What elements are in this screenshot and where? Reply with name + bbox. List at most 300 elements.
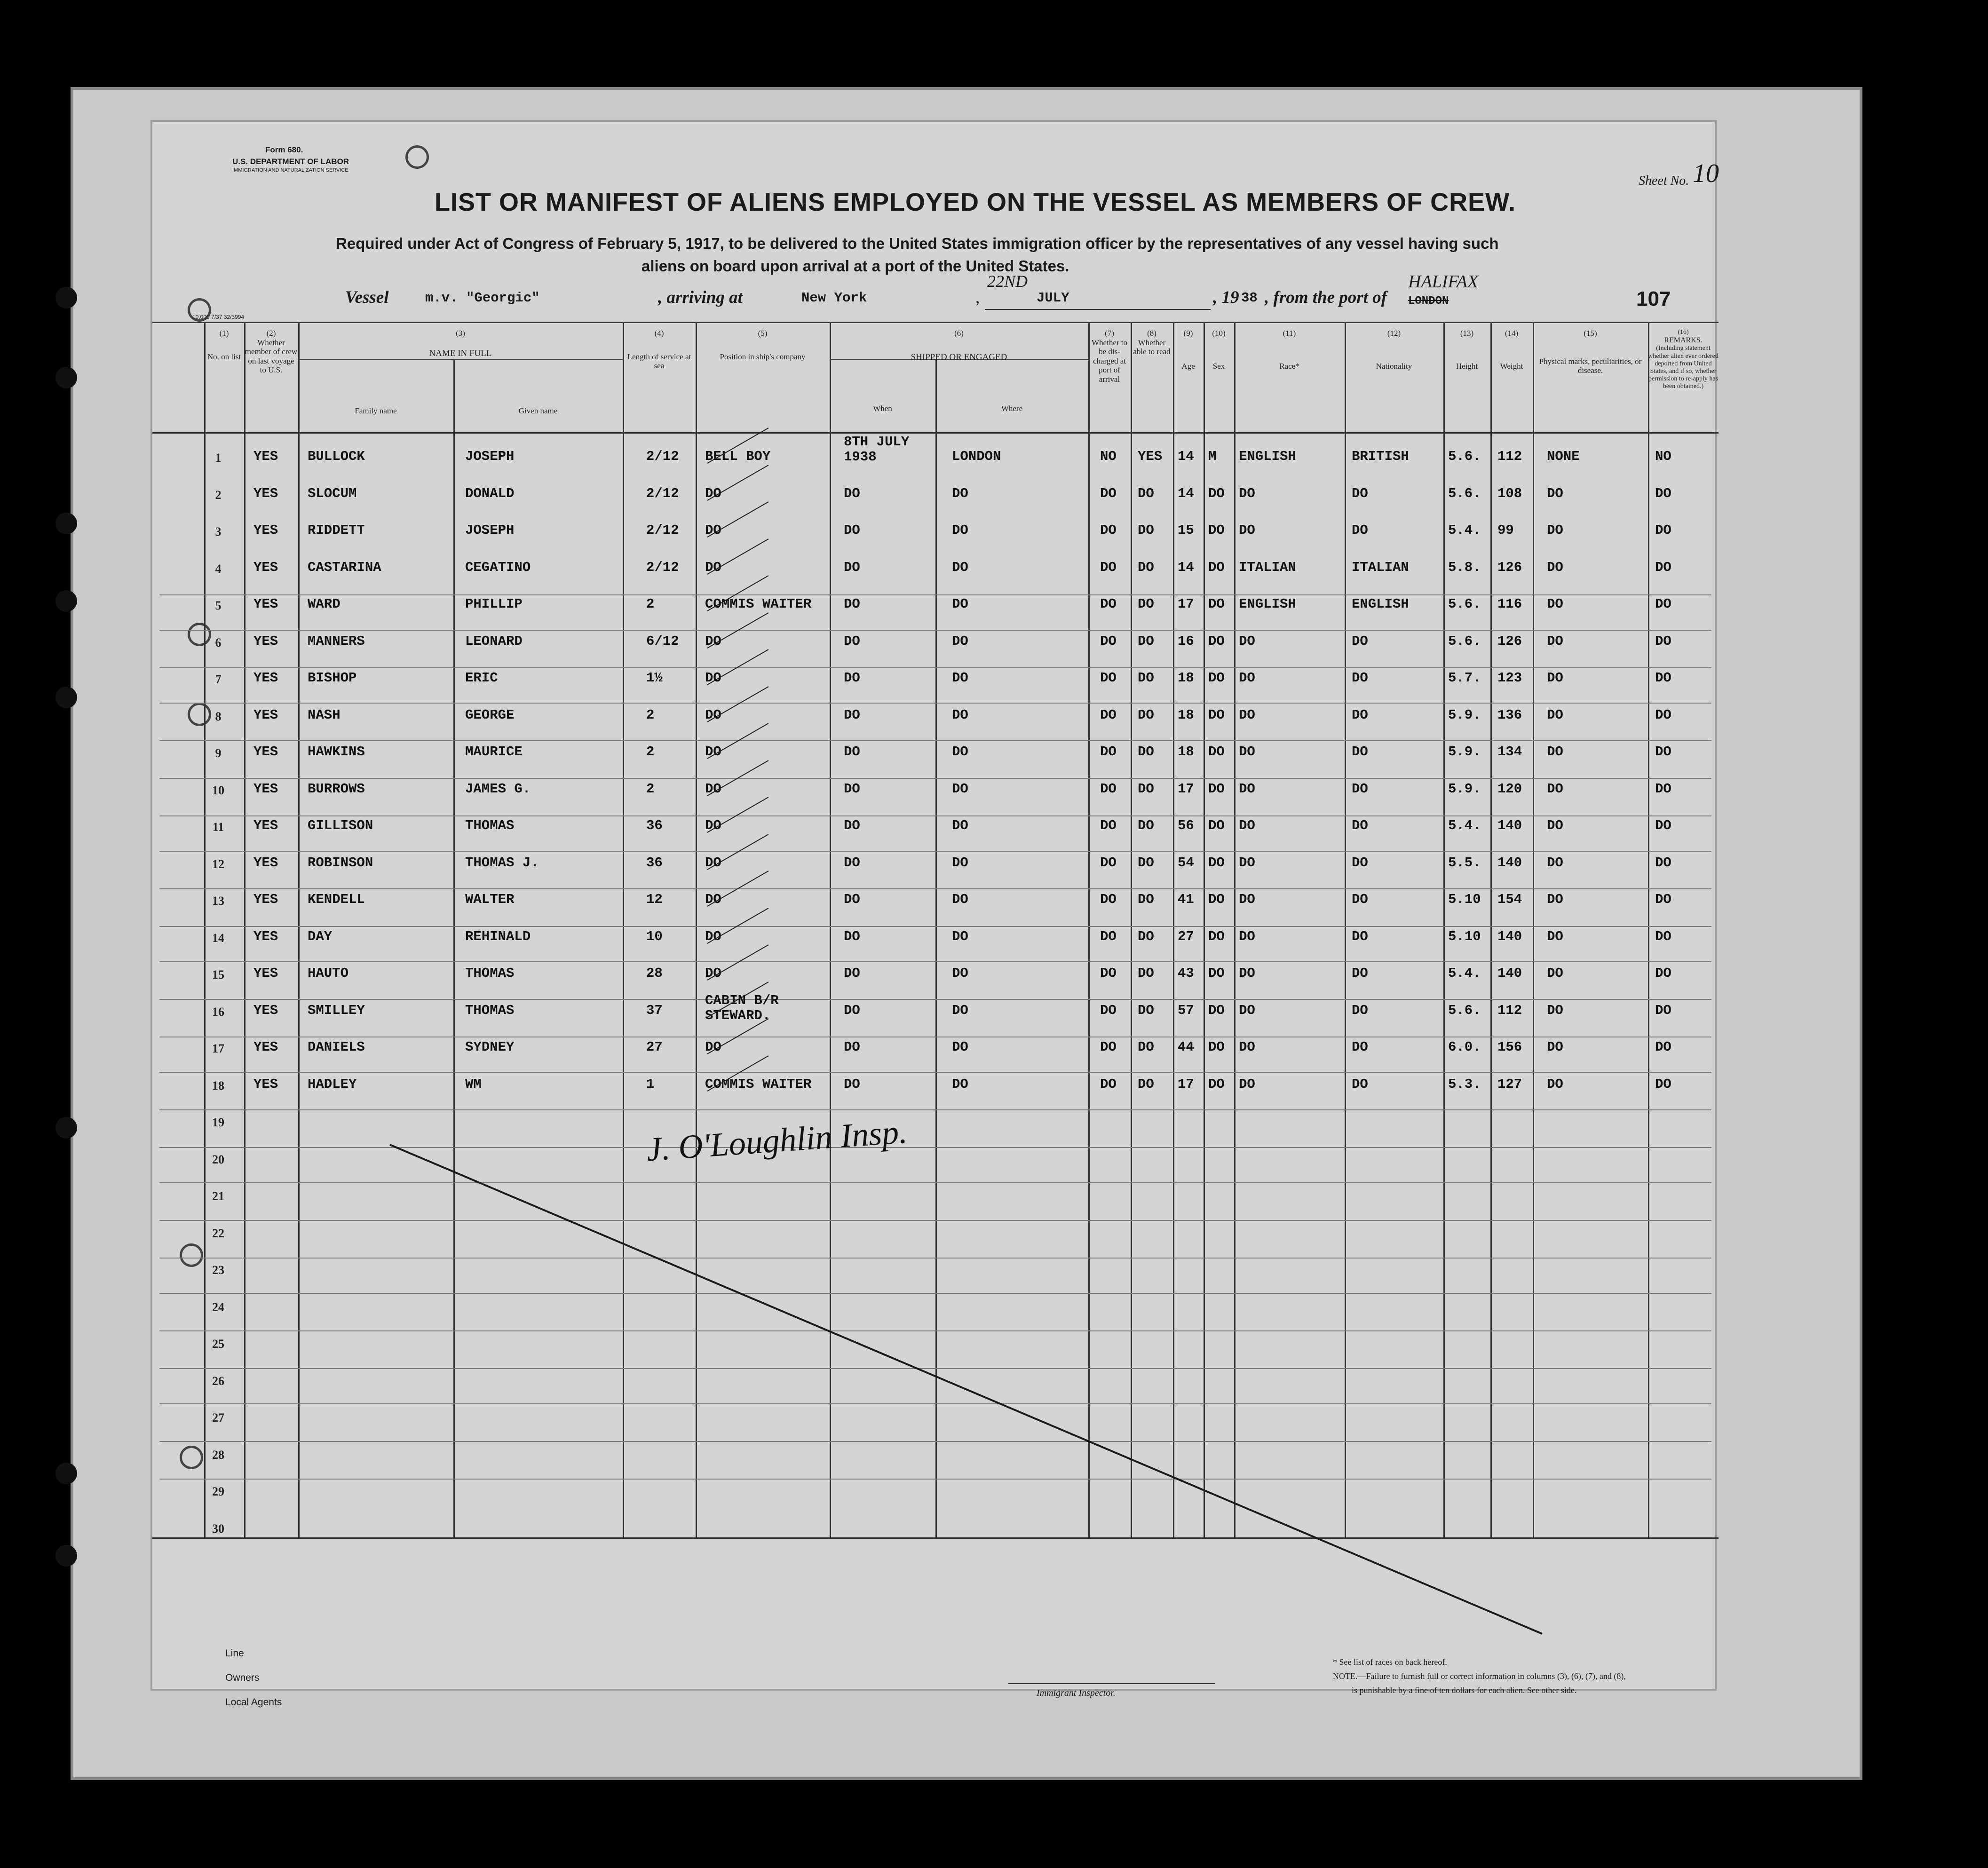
position-cell: DO bbox=[705, 892, 721, 907]
arrival-year: 38 bbox=[1241, 290, 1258, 306]
binder-hole bbox=[55, 1117, 77, 1139]
sex-cell: M bbox=[1208, 449, 1217, 464]
position-cell: DO bbox=[705, 966, 721, 981]
weight-cell: 127 bbox=[1497, 1076, 1522, 1092]
physical-marks-cell: DO bbox=[1547, 633, 1563, 649]
weight-cell: 126 bbox=[1497, 560, 1522, 575]
sex-cell: DO bbox=[1208, 522, 1225, 538]
remarks-cell: DO bbox=[1655, 1076, 1671, 1092]
shipped-when-cell: DO bbox=[844, 560, 860, 575]
given-name-cell: JOSEPH bbox=[465, 449, 515, 464]
shipped-when-cell: DO bbox=[844, 707, 860, 723]
family-name-cell: WARD bbox=[308, 596, 341, 612]
last-voyage-cell: YES bbox=[253, 855, 278, 871]
binder-hole bbox=[55, 367, 77, 388]
given-name-cell: SYDNEY bbox=[465, 1039, 515, 1055]
discharged-cell: DO bbox=[1100, 855, 1117, 871]
shipped-where-cell: DO bbox=[952, 486, 968, 501]
able-to-read-cell: DO bbox=[1138, 633, 1154, 649]
remarks-cell: DO bbox=[1655, 522, 1671, 538]
nationality-cell: DO bbox=[1352, 855, 1368, 871]
shipped-where-cell: DO bbox=[952, 1039, 968, 1055]
position-cell: COMMIS WAITER bbox=[705, 596, 812, 612]
physical-marks-cell: NONE bbox=[1547, 449, 1580, 464]
service-length-cell: 2/12 bbox=[646, 522, 679, 538]
nationality-cell: BRITISH bbox=[1352, 449, 1409, 464]
list-number: 107 bbox=[1636, 287, 1671, 310]
shipped-where-cell: DO bbox=[952, 1076, 968, 1092]
shipped-where-cell: DO bbox=[952, 560, 968, 575]
col-6-header: (6) SHIPPED OR ENGAGED bbox=[911, 329, 1007, 362]
family-name-cell: DAY bbox=[308, 929, 333, 944]
weight-cell: 154 bbox=[1497, 892, 1522, 907]
family-name-cell: BULLOCK bbox=[308, 449, 365, 464]
height-cell: 5.9. bbox=[1448, 781, 1481, 797]
position-cell: COMMIS WAITER bbox=[705, 1076, 812, 1092]
last-voyage-cell: YES bbox=[253, 670, 278, 686]
family-name-cell: BISHOP bbox=[308, 670, 357, 686]
position-cell: DO bbox=[705, 781, 721, 797]
race-cell: DO bbox=[1239, 892, 1255, 907]
shipped-when-cell: DO bbox=[844, 892, 860, 907]
binder-hole bbox=[55, 287, 77, 309]
family-name-cell: HADLEY bbox=[308, 1076, 357, 1092]
remarks-cell: DO bbox=[1655, 633, 1671, 649]
sheet-number: 10 bbox=[1693, 159, 1719, 188]
sex-cell: DO bbox=[1208, 1076, 1225, 1092]
last-voyage-cell: YES bbox=[253, 781, 278, 797]
col-2-header: (2) Whether member of crew on last voyage to U.S. bbox=[245, 329, 298, 375]
given-name-header: Given name bbox=[518, 406, 558, 415]
when-header: When bbox=[873, 404, 892, 413]
last-voyage-cell: YES bbox=[253, 1003, 278, 1018]
service-name: IMMIGRATION AND NATURALIZATION SERVICE bbox=[232, 167, 348, 173]
discharged-cell: DO bbox=[1100, 486, 1117, 501]
row-number: 10 bbox=[212, 784, 224, 797]
last-voyage-cell: YES bbox=[253, 596, 278, 612]
shipped-when-cell: DO bbox=[844, 486, 860, 501]
comma: , bbox=[975, 288, 980, 307]
physical-marks-cell: DO bbox=[1547, 707, 1563, 723]
physical-marks-cell: DO bbox=[1547, 855, 1563, 871]
weight-cell: 112 bbox=[1497, 1003, 1522, 1018]
shipped-where-cell: LONDON bbox=[952, 449, 1001, 464]
nationality-cell: DO bbox=[1352, 633, 1368, 649]
empty-row-number: 20 bbox=[212, 1153, 224, 1166]
given-name-cell: MAURICE bbox=[465, 744, 523, 760]
col-10-header: (10) Sex bbox=[1212, 329, 1226, 371]
service-length-cell: 36 bbox=[646, 855, 663, 871]
row-number: 9 bbox=[215, 746, 222, 760]
age-cell: 16 bbox=[1178, 633, 1194, 649]
last-voyage-cell: YES bbox=[253, 818, 278, 833]
able-to-read-cell: DO bbox=[1138, 560, 1154, 575]
col-9-header: (9) Age bbox=[1181, 329, 1195, 371]
position-cell: BELL BOY bbox=[705, 449, 771, 464]
able-to-read-cell: DO bbox=[1138, 855, 1154, 871]
family-name-cell: SMILLEY bbox=[308, 1003, 365, 1018]
remarks-cell: DO bbox=[1655, 1039, 1671, 1055]
arrival-day: 22ND bbox=[987, 272, 1028, 291]
family-name-header: Family name bbox=[355, 406, 397, 415]
given-name-cell: ERIC bbox=[465, 670, 498, 686]
nationality-cell: ITALIAN bbox=[1352, 560, 1409, 575]
height-cell: 5.3. bbox=[1448, 1076, 1481, 1092]
race-cell: ENGLISH bbox=[1239, 449, 1296, 464]
nationality-cell: DO bbox=[1352, 929, 1368, 944]
last-voyage-cell: YES bbox=[253, 744, 278, 760]
subtitle-line-1: Required under Act of Congress of February 5, 1917, to be delivered to the United States immigration officer by the representatives of any vessel having such bbox=[336, 235, 1499, 252]
nationality-cell: DO bbox=[1352, 1039, 1368, 1055]
discharged-cell: DO bbox=[1100, 781, 1117, 797]
service-length-cell: 2/12 bbox=[646, 560, 679, 575]
immigrant-inspector-label: Immigrant Inspector. bbox=[1037, 1688, 1116, 1698]
race-cell: DO bbox=[1239, 929, 1255, 944]
row-number: 18 bbox=[212, 1079, 224, 1092]
shipped-where-cell: DO bbox=[952, 818, 968, 833]
able-to-read-cell: DO bbox=[1138, 929, 1154, 944]
manifest-sheet bbox=[150, 120, 1719, 1708]
family-name-cell: KENDELL bbox=[308, 892, 365, 907]
discharged-cell: DO bbox=[1100, 1003, 1117, 1018]
sex-cell: DO bbox=[1208, 633, 1225, 649]
race-cell: DO bbox=[1239, 781, 1255, 797]
inspector-signature-line bbox=[1008, 1683, 1215, 1684]
discharged-cell: DO bbox=[1100, 818, 1117, 833]
shipped-when-cell: 8TH JULY 1938 bbox=[844, 434, 910, 465]
nationality-cell: DO bbox=[1352, 522, 1368, 538]
weight-cell: 134 bbox=[1497, 744, 1522, 760]
age-cell: 43 bbox=[1178, 966, 1194, 981]
row-number: 7 bbox=[215, 673, 222, 686]
shipped-when-cell: DO bbox=[844, 744, 860, 760]
discharged-cell: DO bbox=[1100, 1039, 1117, 1055]
nationality-cell: DO bbox=[1352, 781, 1368, 797]
shipped-when-cell: DO bbox=[844, 522, 860, 538]
given-name-cell: DONALD bbox=[465, 486, 515, 501]
family-name-cell: ROBINSON bbox=[308, 855, 373, 871]
remarks-cell: DO bbox=[1655, 486, 1671, 501]
sex-cell: DO bbox=[1208, 855, 1225, 871]
able-to-read-cell: YES bbox=[1138, 449, 1163, 464]
line-label: Line bbox=[225, 1648, 244, 1659]
age-cell: 14 bbox=[1178, 560, 1194, 575]
able-to-read-cell: DO bbox=[1138, 744, 1154, 760]
height-cell: 5.6. bbox=[1448, 449, 1481, 464]
height-cell: 5.8. bbox=[1448, 560, 1481, 575]
local-agents-label: Local Agents bbox=[225, 1697, 282, 1708]
empty-row-number: 21 bbox=[212, 1189, 224, 1203]
shipped-where-cell: DO bbox=[952, 707, 968, 723]
sex-cell: DO bbox=[1208, 486, 1225, 501]
row-number: 15 bbox=[212, 968, 224, 981]
shipped-when-cell: DO bbox=[844, 670, 860, 686]
physical-marks-cell: DO bbox=[1547, 522, 1563, 538]
discharged-cell: NO bbox=[1100, 449, 1117, 464]
shipped-where-cell: DO bbox=[952, 781, 968, 797]
sex-cell: DO bbox=[1208, 1039, 1225, 1055]
sex-cell: DO bbox=[1208, 966, 1225, 981]
discharged-cell: DO bbox=[1100, 1076, 1117, 1092]
height-cell: 5.4. bbox=[1448, 966, 1481, 981]
remarks-cell: DO bbox=[1655, 929, 1671, 944]
last-voyage-cell: YES bbox=[253, 929, 278, 944]
family-name-cell: NASH bbox=[308, 707, 341, 723]
sex-cell: DO bbox=[1208, 929, 1225, 944]
page-title: LIST OR MANIFEST OF ALIENS EMPLOYED ON THE VESSEL AS MEMBERS OF CREW. bbox=[435, 188, 1516, 216]
height-cell: 5.6. bbox=[1448, 596, 1481, 612]
sex-cell: DO bbox=[1208, 781, 1225, 797]
empty-row-number: 22 bbox=[212, 1227, 224, 1240]
from-port: HALIFAX bbox=[1408, 272, 1479, 292]
weight-cell: 123 bbox=[1497, 670, 1522, 686]
shipped-when-cell: DO bbox=[844, 1039, 860, 1055]
position-cell: DO bbox=[705, 1039, 721, 1055]
last-voyage-cell: YES bbox=[253, 560, 278, 575]
row-number: 14 bbox=[212, 931, 224, 945]
given-name-cell: LEONARD bbox=[465, 633, 523, 649]
race-cell: DO bbox=[1239, 486, 1255, 501]
race-cell: DO bbox=[1239, 633, 1255, 649]
position-cell: DO bbox=[705, 744, 721, 760]
col-13-header: (13) Height bbox=[1456, 329, 1478, 371]
row-number: 16 bbox=[212, 1005, 224, 1019]
row-number: 6 bbox=[215, 636, 222, 649]
weight-cell: 156 bbox=[1497, 1039, 1522, 1055]
physical-marks-cell: DO bbox=[1547, 596, 1563, 612]
position-cell: DO bbox=[705, 633, 721, 649]
able-to-read-cell: DO bbox=[1138, 522, 1154, 538]
discharged-cell: DO bbox=[1100, 892, 1117, 907]
nationality-cell: DO bbox=[1352, 818, 1368, 833]
discharged-cell: DO bbox=[1100, 707, 1117, 723]
physical-marks-cell: DO bbox=[1547, 1076, 1563, 1092]
last-voyage-cell: YES bbox=[253, 1039, 278, 1055]
empty-row-number: 27 bbox=[212, 1411, 224, 1425]
age-cell: 18 bbox=[1178, 707, 1194, 723]
position-cell: DO bbox=[705, 560, 721, 575]
sheet-label: Sheet No. bbox=[1639, 174, 1689, 188]
col-8-header: (8) Whether able to read bbox=[1133, 329, 1171, 356]
weight-cell: 120 bbox=[1497, 781, 1522, 797]
service-length-cell: 2/12 bbox=[646, 449, 679, 464]
age-cell: 56 bbox=[1178, 818, 1194, 833]
weight-cell: 140 bbox=[1497, 966, 1522, 981]
discharged-cell: DO bbox=[1100, 596, 1117, 612]
col-3-header: (3) NAME IN FULL bbox=[429, 329, 492, 358]
weight-cell: 126 bbox=[1497, 633, 1522, 649]
given-name-cell: THOMAS bbox=[465, 1003, 515, 1018]
race-cell: DO bbox=[1239, 855, 1255, 871]
owners-label: Owners bbox=[225, 1672, 260, 1683]
age-cell: 15 bbox=[1178, 522, 1194, 538]
form-number: Form 680. bbox=[265, 145, 303, 154]
given-name-cell: WM bbox=[465, 1076, 482, 1092]
discharged-cell: DO bbox=[1100, 929, 1117, 944]
able-to-read-cell: DO bbox=[1138, 670, 1154, 686]
binder-hole bbox=[55, 1545, 77, 1567]
shipped-where-cell: DO bbox=[952, 966, 968, 981]
service-length-cell: 6/12 bbox=[646, 633, 679, 649]
nationality-cell: DO bbox=[1352, 707, 1368, 723]
family-name-cell: DANIELS bbox=[308, 1039, 365, 1055]
sex-cell: DO bbox=[1208, 1003, 1225, 1018]
remarks-cell: DO bbox=[1655, 855, 1671, 871]
department-name: U.S. DEPARTMENT OF LABOR bbox=[232, 157, 349, 166]
physical-marks-cell: DO bbox=[1547, 929, 1563, 944]
row-number: 13 bbox=[212, 894, 224, 908]
nationality-cell: DO bbox=[1352, 744, 1368, 760]
age-cell: 17 bbox=[1178, 781, 1194, 797]
family-name-cell: HAUTO bbox=[308, 966, 349, 981]
inspector-signature: J. O'Loughlin Insp. bbox=[645, 1112, 909, 1169]
shipped-when-cell: DO bbox=[844, 633, 860, 649]
last-voyage-cell: YES bbox=[253, 633, 278, 649]
row-number: 2 bbox=[215, 488, 222, 502]
family-name-cell: SLOCUM bbox=[308, 486, 357, 501]
remarks-cell: DO bbox=[1655, 1003, 1671, 1018]
remarks-cell: DO bbox=[1655, 744, 1671, 760]
physical-marks-cell: DO bbox=[1547, 486, 1563, 501]
shipped-where-cell: DO bbox=[952, 855, 968, 871]
weight-cell: 112 bbox=[1497, 449, 1522, 464]
row-number: 5 bbox=[215, 599, 222, 612]
discharged-cell: DO bbox=[1100, 966, 1117, 981]
shipped-where-cell: DO bbox=[952, 744, 968, 760]
col-11-header: (11) Race* bbox=[1279, 329, 1299, 371]
nationality-cell: DO bbox=[1352, 1003, 1368, 1018]
vessel-label: Vessel bbox=[345, 288, 389, 307]
weight-cell: 140 bbox=[1497, 818, 1522, 833]
age-cell: 14 bbox=[1178, 486, 1194, 501]
col-14-header: (14) Weight bbox=[1500, 329, 1523, 371]
height-cell: 5.4. bbox=[1448, 522, 1481, 538]
service-length-cell: 2/12 bbox=[646, 486, 679, 501]
position-cell: DO bbox=[705, 855, 721, 871]
empty-row-number: 25 bbox=[212, 1337, 224, 1351]
col-15-header: (15) Physical marks, peculiarities, or disease. bbox=[1539, 329, 1642, 375]
empty-row-number: 26 bbox=[212, 1374, 224, 1388]
able-to-read-cell: DO bbox=[1138, 966, 1154, 981]
print-code: 10,000 7/37 32/3994 bbox=[192, 314, 245, 320]
col-4-header: (4) Length of service at sea bbox=[627, 329, 691, 371]
family-name-cell: HAWKINS bbox=[308, 744, 365, 760]
position-cell: DO bbox=[705, 486, 721, 501]
shipped-when-cell: DO bbox=[844, 781, 860, 797]
struck-port: LONDON bbox=[1408, 295, 1449, 308]
row-number: 12 bbox=[212, 857, 224, 871]
given-name-cell: REHINALD bbox=[465, 929, 531, 944]
given-name-cell: JOSEPH bbox=[465, 522, 515, 538]
discharged-cell: DO bbox=[1100, 670, 1117, 686]
physical-marks-cell: DO bbox=[1547, 966, 1563, 981]
last-voyage-cell: YES bbox=[253, 522, 278, 538]
physical-marks-cell: DO bbox=[1547, 781, 1563, 797]
sex-cell: DO bbox=[1208, 707, 1225, 723]
weight-cell: 99 bbox=[1497, 522, 1514, 538]
given-name-cell: JAMES G. bbox=[465, 781, 531, 797]
shipped-where-cell: DO bbox=[952, 633, 968, 649]
able-to-read-cell: DO bbox=[1138, 1076, 1154, 1092]
col-12-header: (12) Nationality bbox=[1376, 329, 1412, 371]
shipped-where-cell: DO bbox=[952, 670, 968, 686]
service-length-cell: 1½ bbox=[646, 670, 663, 686]
last-voyage-cell: YES bbox=[253, 892, 278, 907]
family-name-cell: CASTARINA bbox=[308, 560, 381, 575]
arriving-label: , arriving at bbox=[658, 288, 743, 307]
row-number: 1 bbox=[215, 451, 222, 465]
penalty-note-1: NOTE.—Failure to furnish full or correct information in columns (3), (6), (7), and (8), bbox=[1333, 1671, 1626, 1681]
service-length-cell: 12 bbox=[646, 892, 663, 907]
family-name-cell: BURROWS bbox=[308, 781, 365, 797]
row-number: 3 bbox=[215, 525, 222, 538]
able-to-read-cell: DO bbox=[1138, 781, 1154, 797]
remarks-cell: DO bbox=[1655, 892, 1671, 907]
binder-hole bbox=[55, 687, 77, 708]
shipped-when-cell: DO bbox=[844, 1076, 860, 1092]
nationality-cell: DO bbox=[1352, 670, 1368, 686]
height-cell: 5.10 bbox=[1448, 929, 1481, 944]
weight-cell: 140 bbox=[1497, 855, 1522, 871]
race-cell: DO bbox=[1239, 1003, 1255, 1018]
service-length-cell: 36 bbox=[646, 818, 663, 833]
nationality-cell: DO bbox=[1352, 1076, 1368, 1092]
height-cell: 5.9. bbox=[1448, 744, 1481, 760]
weight-cell: 140 bbox=[1497, 929, 1522, 944]
weight-cell: 116 bbox=[1497, 596, 1522, 612]
position-cell: DO bbox=[705, 670, 721, 686]
binder-hole bbox=[55, 1463, 77, 1484]
age-cell: 44 bbox=[1178, 1039, 1194, 1055]
able-to-read-cell: DO bbox=[1138, 818, 1154, 833]
weight-cell: 108 bbox=[1497, 486, 1522, 501]
sex-cell: DO bbox=[1208, 596, 1225, 612]
race-cell: DO bbox=[1239, 966, 1255, 981]
service-length-cell: 10 bbox=[646, 929, 663, 944]
empty-row-number: 29 bbox=[212, 1485, 224, 1498]
last-voyage-cell: YES bbox=[253, 486, 278, 501]
height-cell: 6.0. bbox=[1448, 1039, 1481, 1055]
col-16-header: (16) REMARKS. (Including statement whether alien ever ordered deported from United States, and if so, whether permission to re-apply has been obtained.) bbox=[1648, 329, 1719, 390]
weight-cell: 136 bbox=[1497, 707, 1522, 723]
height-cell: 5.10 bbox=[1448, 892, 1481, 907]
age-cell: 57 bbox=[1178, 1003, 1194, 1018]
remarks-cell: DO bbox=[1655, 560, 1671, 575]
position-cell: CABIN B/R STEWARD. bbox=[705, 993, 779, 1023]
col-5-header: (5) Position in ship's company bbox=[720, 329, 806, 361]
height-cell: 5.5. bbox=[1448, 855, 1481, 871]
service-length-cell: 27 bbox=[646, 1039, 663, 1055]
remarks-cell: DO bbox=[1655, 818, 1671, 833]
given-name-cell: CEGATINO bbox=[465, 560, 531, 575]
arrival-month: JULY bbox=[1037, 290, 1069, 306]
year-label: , 19 bbox=[1213, 288, 1239, 307]
age-cell: 17 bbox=[1178, 1076, 1194, 1092]
service-length-cell: 37 bbox=[646, 1003, 663, 1018]
empty-row-number: 19 bbox=[212, 1116, 224, 1129]
able-to-read-cell: DO bbox=[1138, 486, 1154, 501]
empty-row-number: 30 bbox=[212, 1522, 224, 1536]
family-name-cell: GILLISON bbox=[308, 818, 373, 833]
age-cell: 41 bbox=[1178, 892, 1194, 907]
discharged-cell: DO bbox=[1100, 560, 1117, 575]
race-cell: DO bbox=[1239, 1076, 1255, 1092]
race-cell: ITALIAN bbox=[1239, 560, 1296, 575]
binder-hole bbox=[55, 513, 77, 534]
empty-row-number: 28 bbox=[212, 1448, 224, 1462]
physical-marks-cell: DO bbox=[1547, 1039, 1563, 1055]
shipped-where-cell: DO bbox=[952, 892, 968, 907]
